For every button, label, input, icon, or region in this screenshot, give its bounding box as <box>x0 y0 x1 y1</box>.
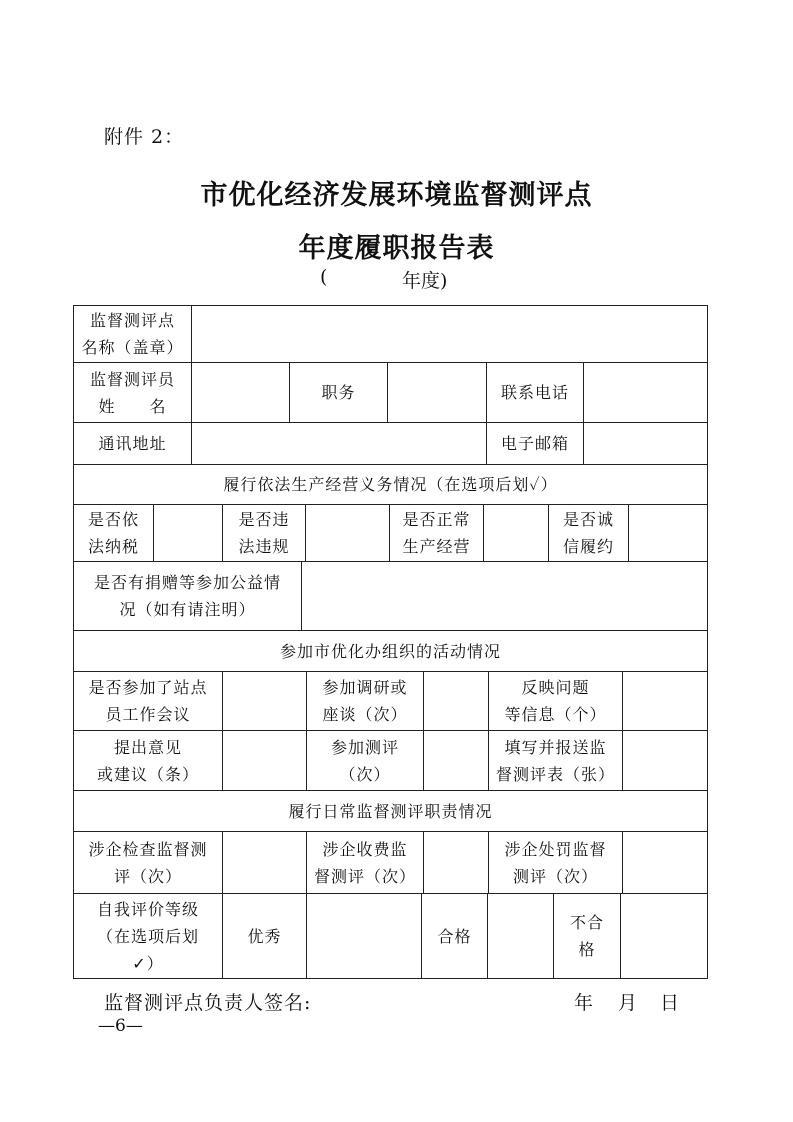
donation-label-cell <box>73 561 302 631</box>
credit-value-cell[interactable] <box>628 504 708 562</box>
person-label: 监督测评员 姓 名 <box>89 369 175 416</box>
name-label-cell <box>73 305 192 363</box>
law-value-cell[interactable] <box>305 504 390 562</box>
tax-label-cell <box>73 504 154 562</box>
pass-label-cell <box>421 893 488 979</box>
person-value-cell[interactable] <box>191 362 290 423</box>
date-month-label: 月 <box>618 992 638 1014</box>
fee-label: 涉企收费监 督测评（次） <box>313 839 416 886</box>
report-table <box>73 305 708 979</box>
name-label: 监督测评点 名称（盖章） <box>81 311 184 357</box>
page-title: 市优化经济发展环境监督测评点 <box>200 180 593 211</box>
normal-label: 是否正常 生产经营 <box>402 510 471 556</box>
tax-value-cell[interactable] <box>153 504 223 562</box>
email-value-cell[interactable] <box>583 422 708 465</box>
signature-label: 监督测评点负责人签名: <box>104 992 312 1014</box>
suggest-value-cell[interactable] <box>222 730 307 791</box>
report-label-cell <box>488 671 623 731</box>
inspect-label: 涉企检查监督测 评（次） <box>88 839 208 886</box>
credit-label-cell <box>548 504 629 562</box>
email-label: 电子邮箱 <box>500 434 569 453</box>
penalty-label: 涉企处罚监督 测评（次） <box>504 839 607 886</box>
date-year-label: 年 <box>574 992 594 1014</box>
section-daily-duties <box>73 790 708 832</box>
excellent-value-cell[interactable] <box>306 893 422 979</box>
post-label-cell <box>289 362 388 423</box>
pass-value-cell[interactable] <box>487 893 554 979</box>
law-label-cell <box>222 504 306 562</box>
section-business-duties-title: 履行依法生产经营义务情况（在选项后划✓） <box>223 475 558 494</box>
fill-label-cell <box>488 730 623 791</box>
section-activities-title: 参加市优化办组织的活动情况 <box>279 641 501 661</box>
phone-label: 联系电话 <box>500 383 569 402</box>
section-daily-duties-title: 履行日常监督测评职责情况 <box>288 801 493 821</box>
penalty-value-cell[interactable] <box>622 831 708 894</box>
attachment-label: 附件 2： <box>104 126 185 148</box>
year-label: 年度) <box>402 270 448 292</box>
fee-label-cell <box>306 831 424 894</box>
evaluate-label-cell <box>306 730 424 791</box>
fail-label-cell <box>553 893 621 979</box>
credit-label: 是否诚 信履约 <box>562 510 614 556</box>
phone-value-cell[interactable] <box>583 362 708 423</box>
suggest-label-cell <box>73 730 223 791</box>
meeting-value-cell[interactable] <box>222 671 307 731</box>
pass-label: 合格 <box>437 926 472 946</box>
inspect-label-cell <box>73 831 223 894</box>
post-label: 职务 <box>321 383 356 402</box>
normal-value-cell[interactable] <box>483 504 549 562</box>
report-label: 反映问题 等信息（个） <box>504 678 607 724</box>
year-paren-left: ( <box>320 266 328 288</box>
fill-value-cell[interactable] <box>622 730 708 791</box>
section-activities <box>73 630 708 672</box>
excellent-label-cell <box>222 893 307 979</box>
fill-label: 填写并报送监 督测评表（张） <box>495 737 615 784</box>
penalty-label-cell <box>488 831 623 894</box>
section-business-duties <box>73 464 708 505</box>
address-label-cell <box>73 422 192 465</box>
date-day-label: 日 <box>660 992 680 1014</box>
evaluate-value-cell[interactable] <box>423 730 489 791</box>
report-value-cell[interactable] <box>622 671 708 731</box>
phone-label-cell <box>486 362 584 423</box>
meeting-label-cell <box>73 671 223 731</box>
donation-value-cell[interactable] <box>301 561 708 631</box>
person-label-cell <box>73 362 192 423</box>
research-value-cell[interactable] <box>423 671 489 731</box>
suggest-label: 提出意见 或建议（条） <box>96 737 199 784</box>
tax-label: 是否依 法纳税 <box>87 510 139 556</box>
page-subtitle: 年度履职报告表 <box>298 233 495 264</box>
inspect-value-cell[interactable] <box>222 831 307 894</box>
excellent-label: 优秀 <box>247 926 282 946</box>
fee-value-cell[interactable] <box>423 831 489 894</box>
email-label-cell <box>486 422 584 465</box>
self-eval-label-cell <box>73 893 223 979</box>
evaluate-label: 参加测评 （次） <box>330 737 399 784</box>
name-value-cell[interactable] <box>191 305 708 363</box>
self-eval-label: 自我评价等级 （在选项后划 ✓） <box>96 899 199 973</box>
research-label-cell <box>306 671 424 731</box>
address-value-cell[interactable] <box>191 422 487 465</box>
post-value-cell[interactable] <box>387 362 487 423</box>
fail-value-cell[interactable] <box>620 893 708 979</box>
law-label: 是否违 法违规 <box>238 510 290 556</box>
donation-label: 是否有捐赠等参加公益情 况（如有请注明） <box>93 573 281 619</box>
normal-label-cell <box>389 504 484 562</box>
page-number: —6— <box>98 1016 143 1036</box>
meeting-label: 是否参加了站点 员工作会议 <box>88 678 208 724</box>
research-label: 参加调研或 座谈（次） <box>322 678 408 724</box>
fail-label: 不合 格 <box>569 913 604 959</box>
address-label: 通讯地址 <box>98 434 167 453</box>
